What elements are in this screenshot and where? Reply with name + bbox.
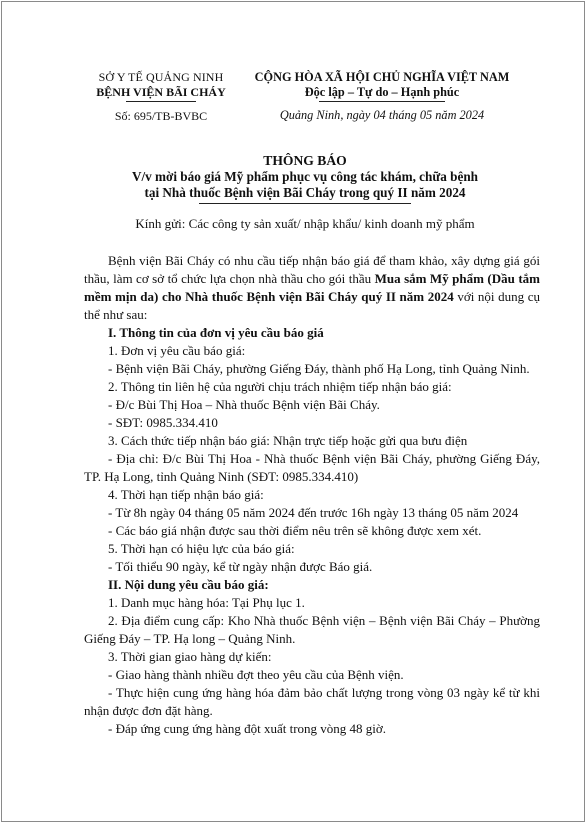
document-body [84, 252, 540, 738]
s1-line-4: - Đ/c Bùi Thị Hoa – Nhà thuốc Bệnh viện Bãi Cháy. [108, 397, 380, 412]
s1-line-5: - SĐT: 0985.334.410 [108, 415, 218, 430]
title-subject-line1: V/v mời báo giá Mỹ phẩm phục vụ công tác khám, chữa bệnh [131, 169, 479, 184]
national-header [250, 70, 514, 123]
parent-org: SỞ Y TẾ QUẢNG NINH [98, 70, 224, 84]
section2-heading: II. Nội dung yêu cầu báo giá: [108, 577, 269, 592]
s2-line-3: 3. Thời gian giao hàng dự kiến: [108, 649, 272, 664]
nation-title: CỘNG HÒA XÃ HỘI CHỦ NGHĨA VIỆT NAM [254, 70, 510, 84]
s1-line-7: - Địa chỉ: Đ/c Bùi Thị Hoa - Nhà thuốc Bệnh viện Bãi Cháy, phường Giếng Đáy, TP. Hạ Long, tỉnh Quảng Ninh (SĐT: 0985.334.410) [84, 451, 540, 484]
recipient-line: Kính gửi: Các công ty sản xuất/ nhập khẩu/ kinh doanh mỹ phẩm [135, 216, 475, 231]
s1-line-1: 1. Đơn vị yêu cầu báo giá: [108, 343, 246, 358]
title-underline [199, 203, 411, 204]
intro-paragraph [84, 252, 540, 324]
issue-date: Quảng Ninh, ngày 04 tháng 05 năm 2024 [279, 108, 485, 122]
s2-line-2: 2. Địa điểm cung cấp: Kho Nhà thuốc Bệnh viện – Bệnh viện Bãi Cháy – Phường Giếng Đáy – TP. Hạ long – Quảng Ninh. [84, 613, 540, 646]
s2-line-5: - Thực hiện cung ứng hàng hóa đảm bảo chất lượng trong vòng 03 ngày kể từ khi nhận được đơn đặt hàng. [84, 685, 540, 718]
s1-line-2: - Bệnh viện Bãi Cháy, phường Giếng Đáy, thành phố Hạ Long, tỉnh Quảng Ninh. [108, 361, 530, 376]
s1-line-12: - Tối thiểu 90 ngày, kể từ ngày nhận được Báo giá. [108, 559, 373, 574]
doc-number: Số: 695/TB-BVBC [114, 109, 208, 123]
motto: Độc lập – Tự do – Hạnh phúc [304, 85, 460, 99]
s1-line-6: 3. Cách thức tiếp nhận báo giá: Nhận trực tiếp hoặc gửi qua bưu điện [108, 433, 468, 448]
issuing-org: BỆNH VIỆN BÃI CHÁY [96, 85, 226, 99]
document-title [42, 153, 568, 204]
document-page [1, 1, 585, 822]
title-main: THÔNG BÁO [263, 153, 347, 168]
issuer-underline [126, 101, 196, 102]
s1-line-9: - Từ 8h ngày 04 tháng 05 năm 2024 đến trước 16h ngày 13 tháng 05 năm 2024 [108, 505, 519, 520]
section1-heading: I. Thông tin của đơn vị yêu cầu báo giá [108, 325, 324, 340]
s2-line-4: - Giao hàng thành nhiều đợt theo yêu cầu của Bệnh viện. [108, 667, 404, 682]
s2-line-6: - Đáp ứng cung ứng hàng đột xuất trong vòng 48 giờ. [108, 721, 387, 736]
s1-line-11: 5. Thời hạn có hiệu lực của báo giá: [108, 541, 295, 556]
s1-line-10: - Các báo giá nhận được sau thời điểm nêu trên sẽ không được xem xét. [108, 523, 482, 538]
intro-text-2: với nội dung cụ thể như sau: [84, 289, 540, 322]
s2-line-1: 1. Danh mục hàng hóa: Tại Phụ lục 1. [108, 595, 305, 610]
issuer-block [86, 70, 236, 124]
intro-text-1: Bệnh viện Bãi Cháy có nhu cầu tiếp nhận báo giá để tham khảo, xây dựng giá gói thầu, làm cơ sở tổ chức lựa chọn nhà thầu cho gói thầu [84, 253, 540, 286]
s1-line-3: 2. Thông tin liên hệ của người chịu trách nhiệm tiếp nhận báo giá: [108, 379, 452, 394]
motto-underline [319, 101, 445, 102]
intro-package-name: Mua sắm Mỹ phẩm (Dầu tắm mềm mịn da) cho Nhà thuốc Bệnh viện Bãi Cháy quý II năm 2024 [84, 271, 541, 304]
title-subject-line2: tại Nhà thuốc Bệnh viện Bãi Cháy trong quý II năm 2024 [144, 185, 466, 200]
s1-line-8: 4. Thời hạn tiếp nhận báo giá: [108, 487, 264, 502]
